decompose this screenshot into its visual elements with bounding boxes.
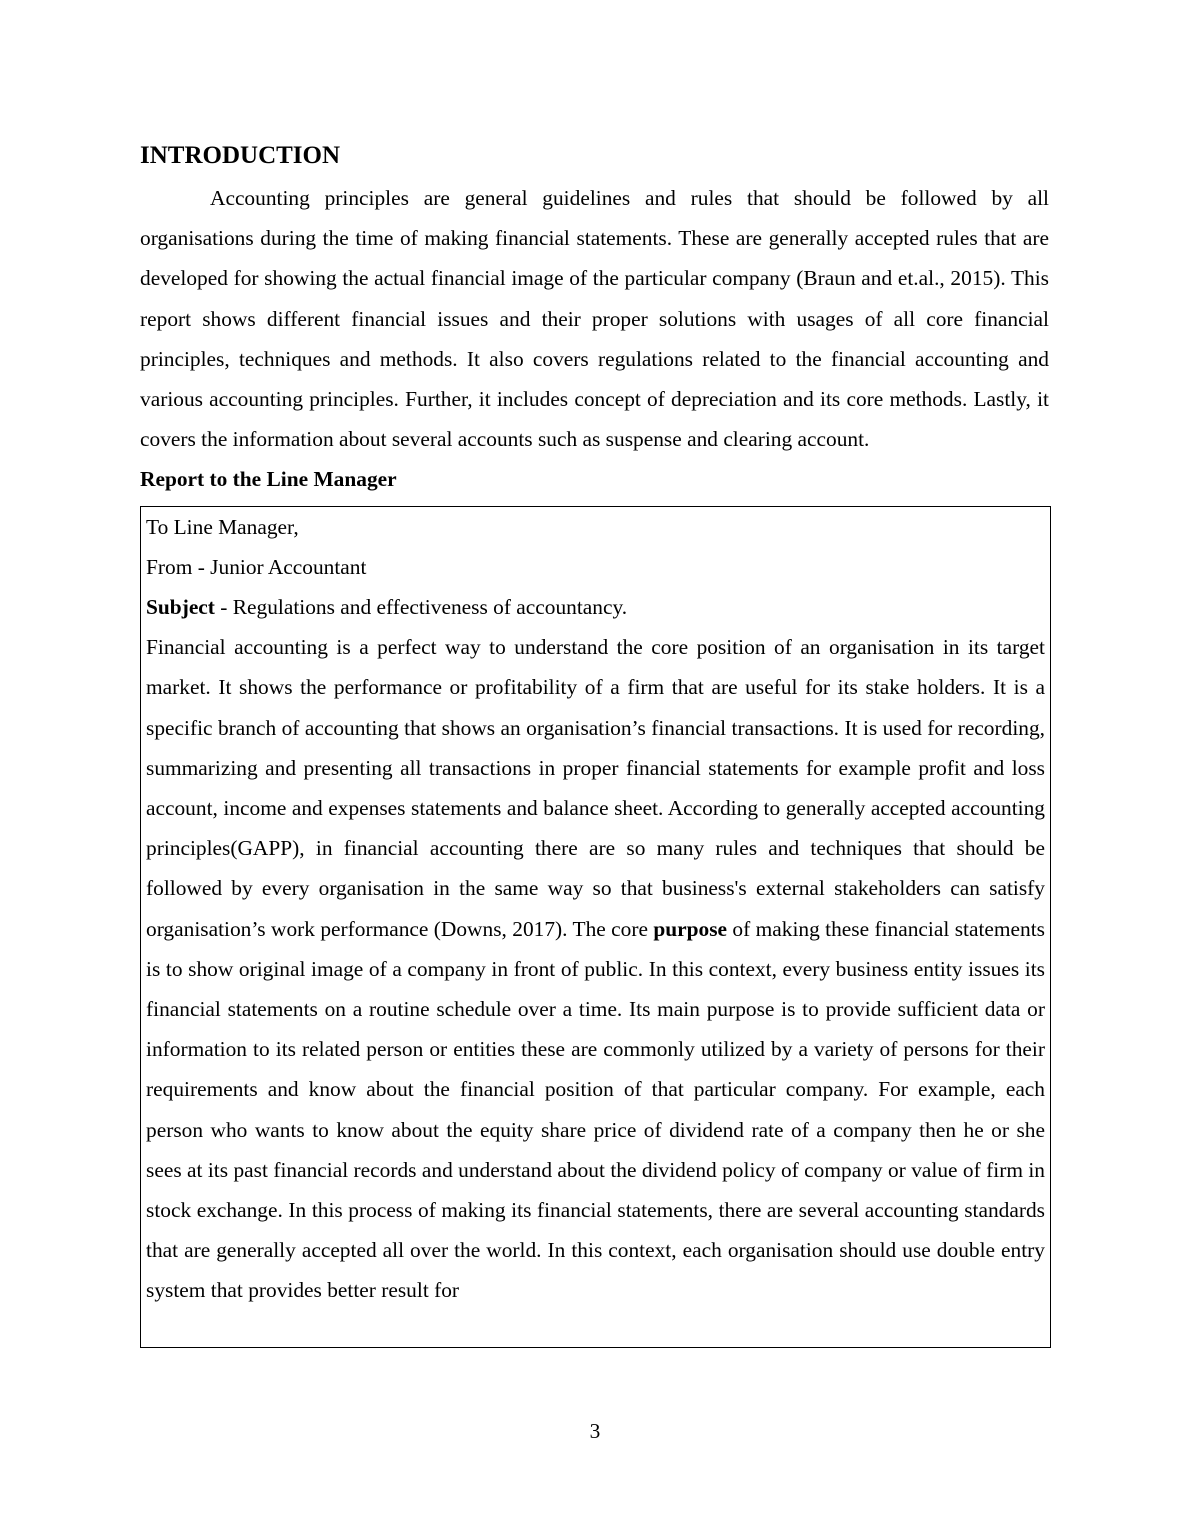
report-heading: Report to the Line Manager <box>140 467 397 492</box>
report-body-part2: of making these financial statements is to show original image of a company in front of public. In this context, every business entity issues its financial statements on a routine schedule over a time. Its main purpose is to provide sufficient data or information to its related person or entities these are commonly utilized by a variety of persons for their requirements and know about the financial position of that particular company. For example, each person who wants to know about the equity share price of dividend rate of a company then he or she sees at its past financial records and understand about the dividend policy of company or value of firm in stock exchange. In this process of making its financial statements, there are several accounting standards that are generally accepted all over the world. In this context, each organisation should use double entry system that provides better result for <box>146 916 1045 1303</box>
report-box <box>140 506 1051 1348</box>
report-from-line: From - Junior Accountant <box>146 554 367 579</box>
report-body-bold-word: purpose <box>653 916 728 941</box>
subject-label: Subject <box>146 595 215 620</box>
page-number: 3 <box>589 1419 601 1443</box>
intro-paragraph: Accounting principles are general guidelines and rules that should be followed by all organisations during the time of making financial statements. These are generally accepted rules that are developed for showing the actual financial image of the particular company (Braun and et.al., 2015). This report shows different financial issues and their proper solutions with usages of all core financial principles, techniques and methods. It also covers regulations related to the financial accounting and various accounting principles. Further, it includes concept of depreciation and its core methods. Lastly, it covers the information about several accounts such as suspense and clearing account. <box>140 186 1049 452</box>
section-heading: INTRODUCTION <box>140 142 341 169</box>
report-body-paragraph <box>146 627 1045 1310</box>
page-content <box>140 138 1049 1348</box>
report-box-content <box>146 507 1045 1311</box>
report-to-line: To Line Manager, <box>146 514 299 539</box>
report-subject-line <box>146 587 1045 627</box>
report-body-part1: Financial accounting is a perfect way to understand the core position of an organisation in its target market. It shows the performance or profitability of a firm that are useful for its stake holders. It is a specific branch of accounting that shows an organisation’s financial transactions. It is used for recording, summarizing and presenting all transactions in proper financial statements for example profit and loss account, income and expenses statements and balance sheet. According to generally accepted accounting principles(GAPP), in financial accounting there are so many rules and techniques that should be followed by every organisation in the same way so that business's external stakeholders can satisfy organisation’s work performance (Downs, 2017). The core <box>146 635 1045 941</box>
subject-text: - Regulations and effectiveness of accountancy. <box>214 595 628 620</box>
